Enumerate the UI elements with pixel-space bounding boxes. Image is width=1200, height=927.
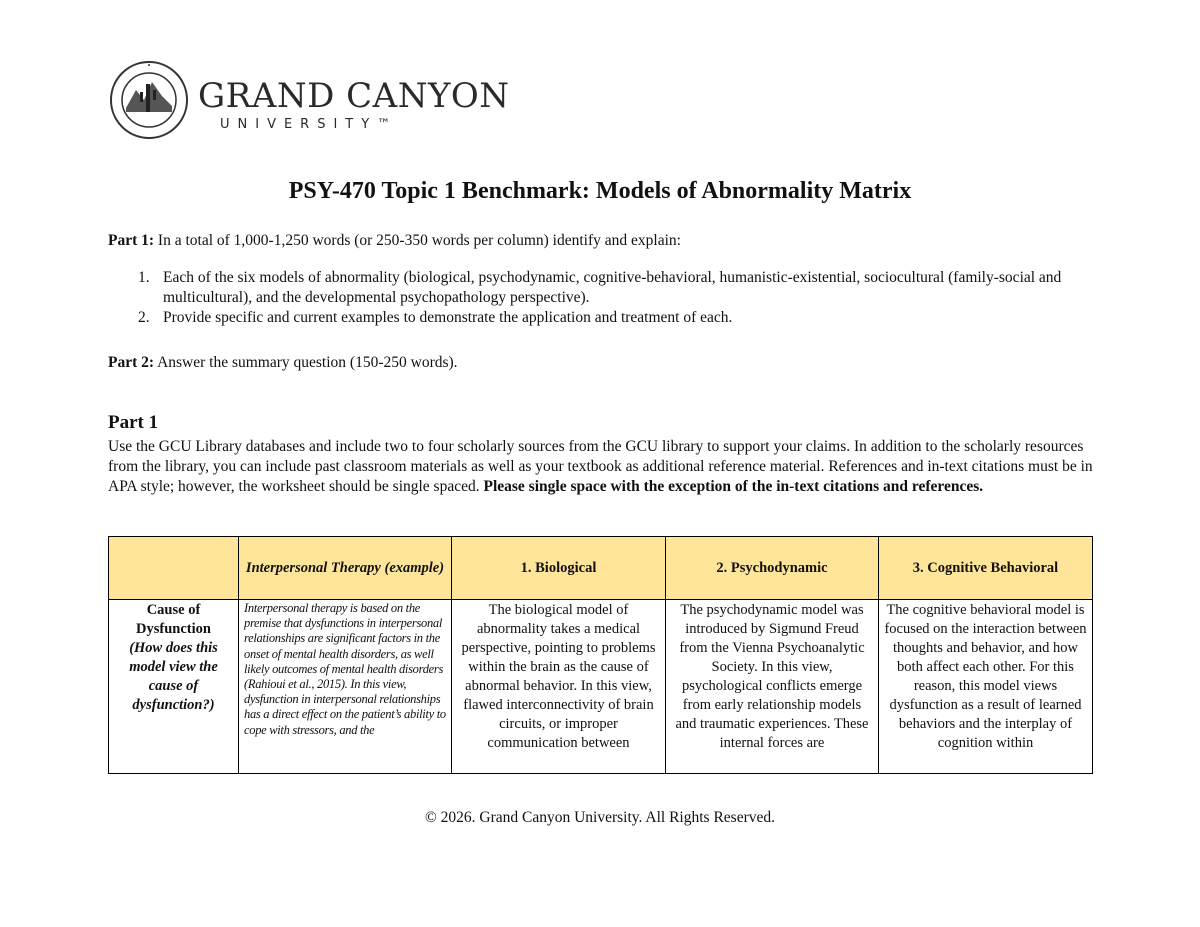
cell-psychodynamic[interactable]: [666, 600, 879, 774]
cell-cognitive-behavioral[interactable]: [879, 600, 1093, 774]
row-header-cause: [109, 600, 239, 774]
part2-intro: [108, 353, 1098, 373]
list-text: Provide specific and current examples to demonstrate the application and treatment of each.: [163, 309, 733, 326]
list-text: Each of the six models of abnormality (biological, psychodynamic, cognitive-behavioral, humanistic-existential, sociocultural (family-social and multicultural), and the developmental psychopathology perspective).: [163, 269, 1062, 306]
part1-heading: Part 1: [108, 412, 159, 433]
list-number: 1.: [138, 269, 150, 286]
part2-intro-text: Answer the summary question (150-250 words).: [154, 354, 458, 371]
page-title: PSY-470 Topic 1 Benchmark: Models of Abnormality Matrix: [288, 178, 912, 204]
cell-interpersonal-example[interactable]: [239, 600, 452, 774]
part1-body: [108, 437, 1098, 497]
logo-name-line2: UNIVERSITY™: [220, 117, 399, 132]
part1-body-bold: Please single space with the exception of the in-text citations and references.: [483, 478, 984, 495]
part2-intro-label: Part 2:: [108, 354, 155, 371]
logo-name-line1: GRAND CANYON: [198, 76, 510, 116]
cell-text: The cognitive behavioral model is focused on the interaction between thoughts and behavior, and how both affect each other. For this reason, this model views dysfunction as a result of learned behaviors and the interplay of cognition within: [884, 602, 1087, 751]
table-header-row: [109, 537, 1093, 600]
cell-text: Interpersonal therapy is based on the premise that dysfunctions in interpersonal relationships are significant factors in the onset of mental health disorders, as well likely outcomes of mental health disorders (Rahioui et al., 2015). In this view, dysfunction in interpersonal relationships has a direct effect on the patient’s ability to cope with stressors, and the: [244, 601, 446, 737]
table-row: [109, 600, 1093, 774]
header-cognitive-behavioral: 3. Cognitive Behavioral: [879, 537, 1093, 600]
row-question: (How does this model view the cause of dysfunction?): [129, 640, 218, 713]
part1-body-text: Use the GCU Library databases and include two to four scholarly sources from the GCU library to support your claims. In addition to the scholarly resources from the library, you can include past classroom materials as well as your textbook as additional reference material. References and in-text citations must be in APA style; however, the worksheet should be single spaced.: [108, 438, 1093, 495]
cell-text: The biological model of abnormality takes a medical perspective, pointing to problems within the brain as the cause of abnormal behavior. In this view, flawed interconnectivity of brain circuits, or improper communication between: [461, 602, 656, 751]
header-psychodynamic: 2. Psychodynamic: [666, 537, 879, 600]
list-item: [108, 268, 1098, 308]
header-empty: [109, 537, 239, 600]
header-biological: 1. Biological: [452, 537, 666, 600]
cell-biological[interactable]: [452, 600, 666, 774]
cell-text: The psychodynamic model was introduced by Sigmund Freud from the Vienna Psychoanalytic Society. In this view, psychological conflicts emerge from early relationship models and traumatic experiences. These internal forces are: [675, 602, 869, 751]
copyright-footer: © 2026. Grand Canyon University. All Rights Reserved.: [424, 809, 775, 826]
gcu-logo: [108, 60, 510, 140]
models-matrix-table: [108, 536, 1093, 774]
part1-intro: [108, 231, 1098, 251]
header-interpersonal-example: Interpersonal Therapy (example): [239, 537, 452, 600]
row-label: Cause of Dysfunction: [136, 602, 211, 637]
part1-intro-label: Part 1:: [108, 232, 155, 249]
list-number: 2.: [138, 309, 150, 326]
instruction-list: [108, 268, 1098, 328]
list-item: [108, 308, 1098, 328]
university-seal-icon: [108, 60, 190, 140]
part1-intro-text: In a total of 1,000-1,250 words (or 250-350 words per column) identify and explain:: [154, 232, 681, 249]
